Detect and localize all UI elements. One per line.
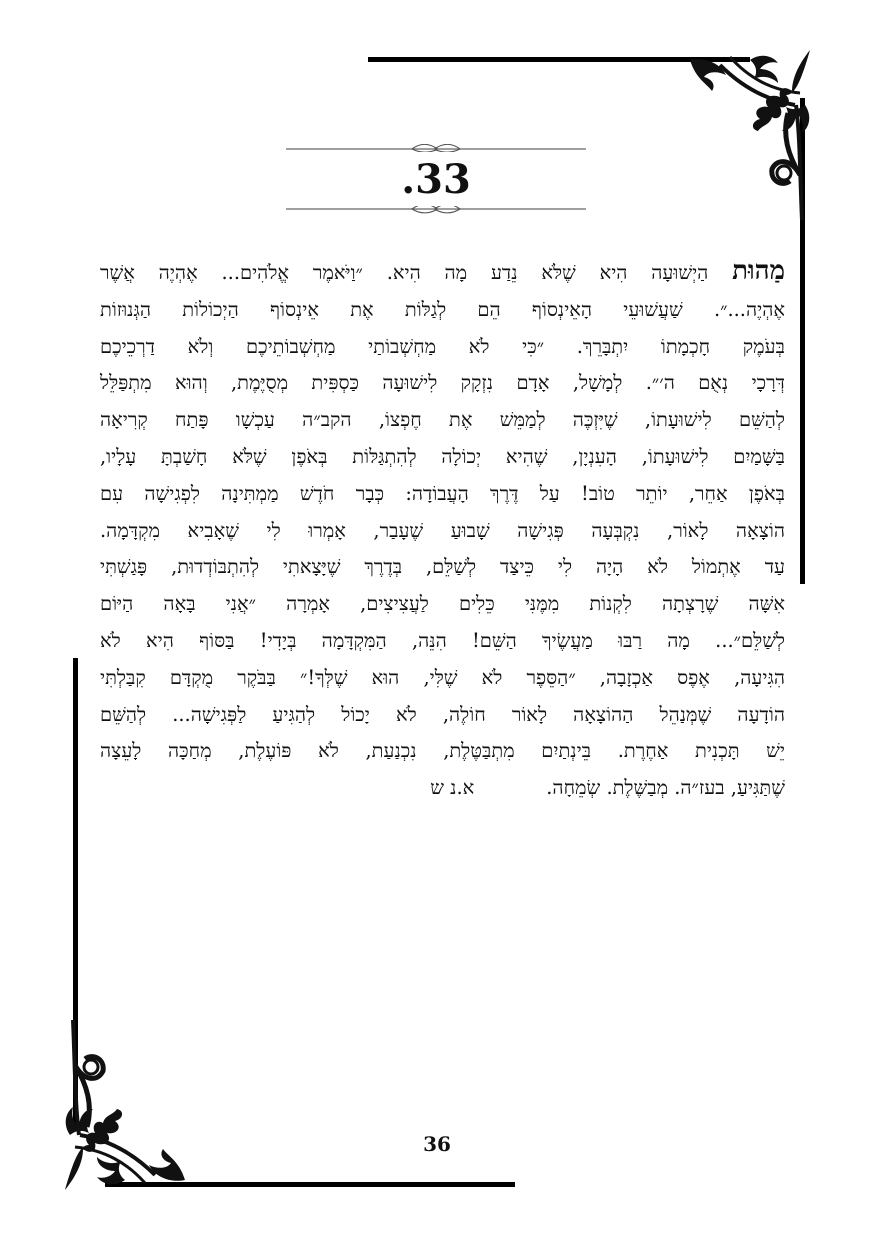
text-line: הוֹדָעָה שֶׁמְּנַהֵל הַהוֹצָאָה לָאוֹר חוֹלֶה, לֹא יָכוֹל לְהַגִּיעַ לַפְּגִישָׁה... לְהַשֵּׁם xyxy=(100,702,785,726)
chapter-number: .33 xyxy=(401,156,471,203)
text-line: בְּאֹפֶן אַחֵר, יוֹתֵר טוֹב! עַל דֶּרֶךְ הָעֲבוֹדָה: כְּבָר חֹדֶשׁ מַמְתִּינָה לִפְגִישָׁה עִם xyxy=(100,481,785,505)
text-line: דְּרָכָי נְאֻם ה׳״. לְמָשָׁל, אָדָם נִזְקָק לִישׁוּעָה כַּסְפִּית מְסֻיֶּמֶת, וְהוּא מִתְפַּלֵּל xyxy=(100,371,785,395)
text-line: בַּשָּׁמַיִם לִישׁוּעָתוֹ, הָעִנְיָן, שֶׁהִיא יְכוֹלָה לְהִתְגַּלּוֹת בְּאֹפֶן שֶׁלֹּא חָשַׁבְתָּ עָלָיו, xyxy=(100,444,785,468)
chapter-heading xyxy=(286,140,586,220)
text-line: מַהוּת הַיְשׁוּעָה הִיא שֶׁלֹּא נֵדַע מָה הִיא. ״וַיֹּאמֶר אֱלֹהִים... אֶהְיֶה אֲשֶׁר xyxy=(100,256,785,286)
text-line: אֶהְיֶה...״. שַׁעֲשׁוּעֵי הָאֵינְסוֹף הֵם לְגַלּוֹת אֶת אֵינְסוֹף הַיְכוֹלוֹת הַגְּנוּזוֹת xyxy=(100,297,785,321)
article-body xyxy=(100,253,785,807)
text-line: הִגִּיעָה, אֶפֶס אַכְזָבָה, ״הַסֵּפֶר לֹא שֶׁלִּי, הוּא שֶׁלְּךָ!״ בַּבֹּקֶר מֻקְדָּם קִבַּלְתִּי xyxy=(100,665,785,689)
text-line: אִשָּׁה שֶׁרָצְתָה לִקְנוֹת מִמֶּנִּי כֵּלִים לַעֲצִיצִים, אָמְרָה ״אֲנִי בָּאָה הַיּוֹם xyxy=(100,592,785,616)
text-line: יֵשׁ תָּכְנִית אַחֶרֶת. בֵּינְתַיִם מִתְבַּטֶּלֶת, נִכְנַעַת, לֹא פּוֹעֶלֶת, מְחַכָּה לָעֵצָה xyxy=(100,739,785,763)
upper-divider-ornament-icon xyxy=(286,144,586,152)
text-line: בְּעֹמֶק חָכְמָתוֹ יִתְבָּרֵךְ. ״כִּי לֹא מַחְשְׁבוֹתַי מַחְשְׁבוֹתֵיכֶם וְלֹא דַרְכֵיכֶם xyxy=(100,334,785,358)
page-number: 36 xyxy=(423,1132,451,1156)
author-signature: א.נ ש xyxy=(430,776,475,800)
text-line: עַד אֶתְמוֹל לֹא הָיָה לִי כֵּיצַד לְשַׁלֵּם, בְּדֶרֶךְ שֶׁיָּצָאתִי לְהִתְבּוֹדְדוּת, פָּגַשְׁתִּי xyxy=(100,555,785,579)
text-line: לְהַשֵּׁם לִישׁוּעָתוֹ, שֶׁיִּזְכֶּה לְמַמֵּשׁ אֶת חֶפְצוֹ, הקב״ה עַכְשָׁו פָּתַח קְרִיאָה xyxy=(100,408,785,432)
text-line: שֶׁתַּגִּיעַ, בעז״ה. מְבַשֶּׁלֶת. שְׂמֵחָה.א.נ ש xyxy=(100,770,785,807)
lower-divider-ornament-icon xyxy=(286,206,586,214)
text-line: הוֹצָאָה לָאוֹר, נִקְבְּעָה פְּגִישָׁה שָׁבוּעַ שֶׁעָבַר, אָמְרוּ לִי שֶׁאָבִיא מִקְדָּמָה. xyxy=(100,518,785,542)
text-line: לְשַׁלֵּם״... מָה רַבּוּ מַעֲשֶׂיךָ הַשֵּׁם! הִנֵּה, הַמִּקְדָּמָה בְּיָדִי! בַּסּוֹף הִיא לֹא xyxy=(100,628,785,652)
bottom-left-flourish-icon xyxy=(55,1005,215,1195)
top-right-flourish-icon xyxy=(660,45,820,235)
lead-word: מַהוּת xyxy=(732,256,785,286)
